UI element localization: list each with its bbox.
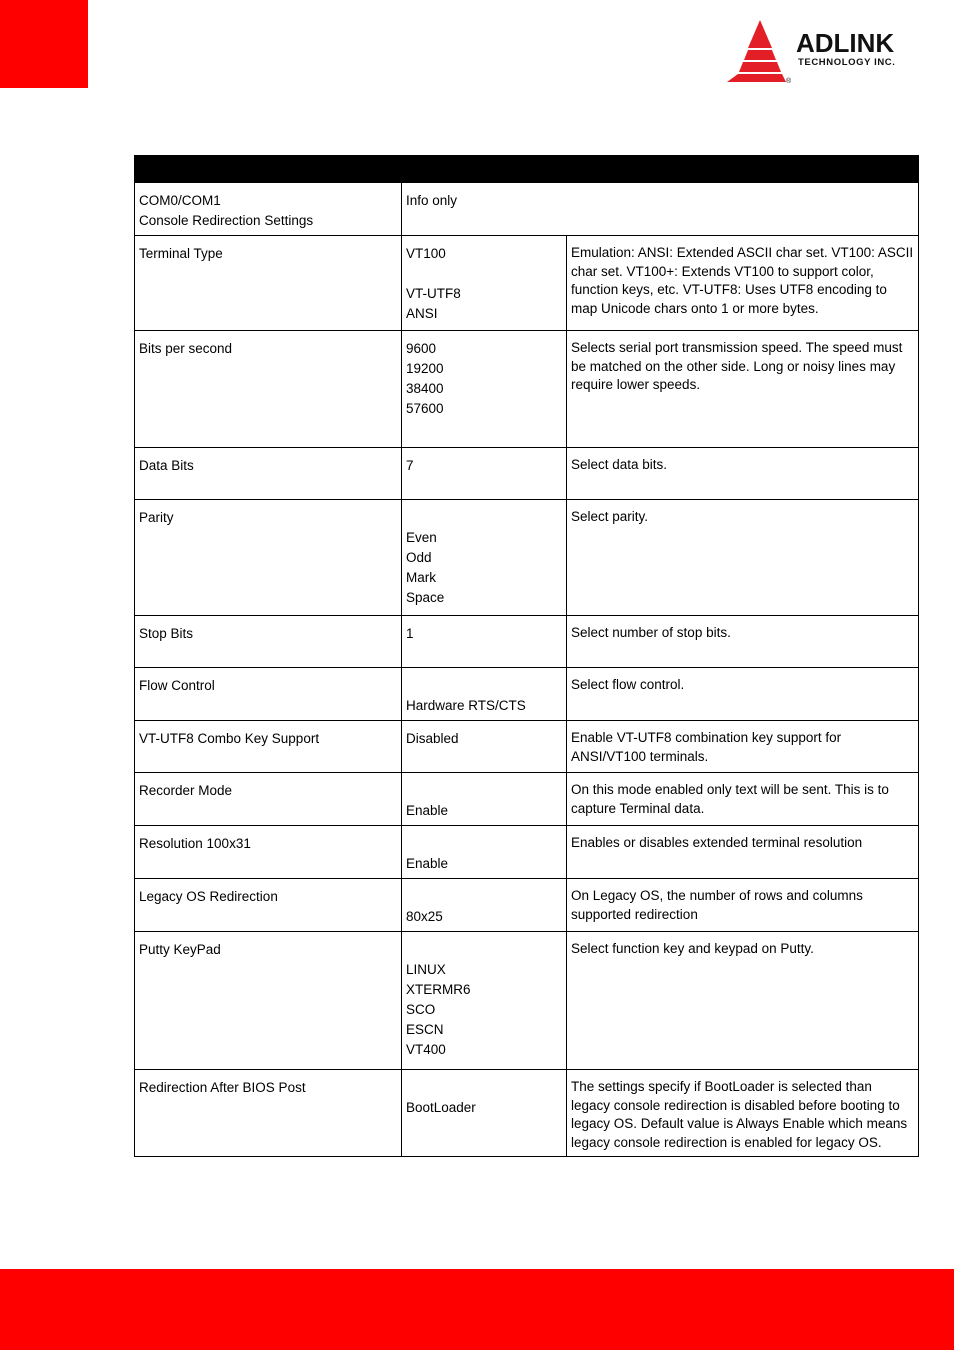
option-value: 1	[406, 626, 414, 641]
option-value: Info only	[406, 193, 458, 208]
option-value: Odd	[406, 550, 432, 565]
setting-name: Data Bits	[139, 458, 194, 473]
setting-name: Putty KeyPad	[139, 942, 221, 957]
table-row	[135, 932, 919, 1070]
setting-description: Selects serial port transmission speed. The speed must be matched on the other side. Long or noisy lines may require lower speeds.	[571, 340, 903, 392]
description-cell	[567, 932, 919, 1070]
footer-bar	[0, 1269, 954, 1350]
table-row	[135, 879, 919, 932]
setting-name: VT-UTF8 Combo Key Support	[139, 731, 320, 746]
adlink-logo-name: ADLINK	[796, 28, 895, 58]
header-setting	[135, 156, 402, 183]
option-value	[406, 676, 562, 696]
header-description	[567, 156, 919, 183]
setting-name: COM0/COM1	[139, 193, 221, 208]
table-row	[135, 183, 919, 236]
option-value	[406, 1078, 562, 1098]
options-cell	[402, 616, 567, 668]
adlink-logo-tagline: TECHNOLOGY INC.	[798, 57, 896, 68]
setting-name: Console Redirection Settings	[139, 213, 314, 228]
setting-name: Stop Bits	[139, 626, 194, 641]
setting-description: Emulation: ANSI: Extended ASCII char set. VT100: ASCII char set. VT100+: Extends VT100 to support color, function keys, etc. VT-UTF8: Uses UTF8 encoding to map Unicode chars onto 1 or more bytes.	[571, 245, 914, 316]
options-cell	[402, 932, 567, 1070]
option-value: Space	[406, 590, 445, 605]
option-value: Even	[406, 530, 437, 545]
option-value: XTERMR6	[406, 982, 471, 997]
option-value: SCO	[406, 1002, 436, 1017]
setting-description: The settings specify if BootLoader is selected than legacy console redirection is disabled before booting to legacy OS. Default value is Always Enable which means legacy console redirection is enabled for legacy OS.	[571, 1079, 908, 1150]
description-cell	[567, 331, 919, 448]
setting-name: Resolution 100x31	[139, 836, 251, 851]
options-cell	[402, 500, 567, 616]
description-cell	[567, 879, 919, 932]
option-value: BootLoader	[406, 1100, 476, 1115]
option-value: VT100	[406, 246, 446, 261]
option-value: VT400	[406, 1042, 446, 1057]
option-value: Hardware RTS/CTS	[406, 698, 526, 713]
adlink-logo	[722, 14, 937, 86]
options-cell	[402, 668, 567, 721]
setting-name-cell	[135, 721, 402, 773]
options-cell	[402, 236, 567, 331]
options-cell	[402, 183, 919, 236]
setting-name-cell	[135, 183, 402, 236]
table-row	[135, 500, 919, 616]
table-row	[135, 616, 919, 668]
description-cell	[567, 773, 919, 826]
option-value: ANSI	[406, 306, 438, 321]
setting-description: Enables or disables extended terminal resolution	[571, 835, 863, 850]
option-value: Disabled	[406, 731, 459, 746]
option-value	[406, 887, 562, 907]
table-row	[135, 826, 919, 879]
description-cell	[567, 668, 919, 721]
setting-name-cell	[135, 932, 402, 1070]
setting-name: Recorder Mode	[139, 783, 233, 798]
description-cell	[567, 826, 919, 879]
option-value: Enable	[406, 856, 449, 871]
setting-name-cell	[135, 879, 402, 932]
options-cell	[402, 773, 567, 826]
description-cell	[567, 616, 919, 668]
setting-name: Legacy OS Redirection	[139, 889, 278, 904]
description-cell	[567, 236, 919, 331]
table-row	[135, 236, 919, 331]
option-value	[406, 508, 562, 528]
setting-name-cell	[135, 448, 402, 500]
bios-settings-table	[134, 155, 919, 1157]
options-cell	[402, 721, 567, 773]
table-row	[135, 448, 919, 500]
registered-mark: ®	[786, 78, 792, 85]
setting-description: Select parity.	[571, 509, 649, 524]
option-value: 38400	[406, 381, 444, 396]
setting-description: On this mode enabled only text will be sent. This is to capture Terminal data.	[571, 782, 889, 816]
setting-name: Redirection After BIOS Post	[139, 1080, 306, 1095]
option-value: Enable	[406, 803, 449, 818]
setting-name-cell	[135, 668, 402, 721]
option-value: LINUX	[406, 962, 446, 977]
option-value	[406, 940, 562, 960]
option-value: VT-UTF8	[406, 286, 461, 301]
option-value: 57600	[406, 401, 444, 416]
table-row	[135, 773, 919, 826]
option-value: 19200	[406, 361, 444, 376]
setting-description: Select function key and keypad on Putty.	[571, 941, 814, 956]
options-cell	[402, 331, 567, 448]
setting-description: Select flow control.	[571, 677, 685, 692]
option-value	[406, 781, 562, 801]
setting-name: Terminal Type	[139, 246, 223, 261]
table-row	[135, 668, 919, 721]
options-cell	[402, 826, 567, 879]
options-cell	[402, 879, 567, 932]
setting-name: Flow Control	[139, 678, 215, 693]
option-value: 7	[406, 458, 414, 473]
option-value	[406, 264, 562, 284]
adlink-triangle-icon	[727, 20, 786, 82]
setting-name: Bits per second	[139, 341, 233, 356]
setting-name-cell	[135, 826, 402, 879]
setting-description: Select data bits.	[571, 457, 668, 472]
table-header-row	[135, 156, 919, 183]
option-value: Mark	[406, 570, 436, 585]
setting-description: Enable VT-UTF8 combination key support for ANSI/VT100 terminals.	[571, 730, 842, 764]
setting-name-cell	[135, 236, 402, 331]
setting-name: Parity	[139, 510, 174, 525]
description-cell	[567, 500, 919, 616]
setting-name-cell	[135, 616, 402, 668]
header-options	[402, 156, 567, 183]
setting-description: Select number of stop bits.	[571, 625, 731, 640]
setting-name-cell	[135, 773, 402, 826]
setting-name-cell	[135, 500, 402, 616]
option-value: 9600	[406, 341, 437, 356]
setting-description: On Legacy OS, the number of rows and columns supported redirection	[571, 888, 863, 922]
description-cell	[567, 448, 919, 500]
option-value	[406, 834, 562, 854]
setting-name-cell	[135, 331, 402, 448]
red-corner-block	[0, 0, 88, 88]
description-cell	[567, 721, 919, 773]
table-row	[135, 721, 919, 773]
options-cell	[402, 448, 567, 500]
table-row	[135, 1070, 919, 1157]
options-cell	[402, 1070, 567, 1157]
description-cell	[567, 1070, 919, 1157]
setting-name-cell	[135, 1070, 402, 1157]
option-value: 80x25	[406, 909, 443, 924]
table-row	[135, 331, 919, 448]
option-value: ESCN	[406, 1022, 444, 1037]
